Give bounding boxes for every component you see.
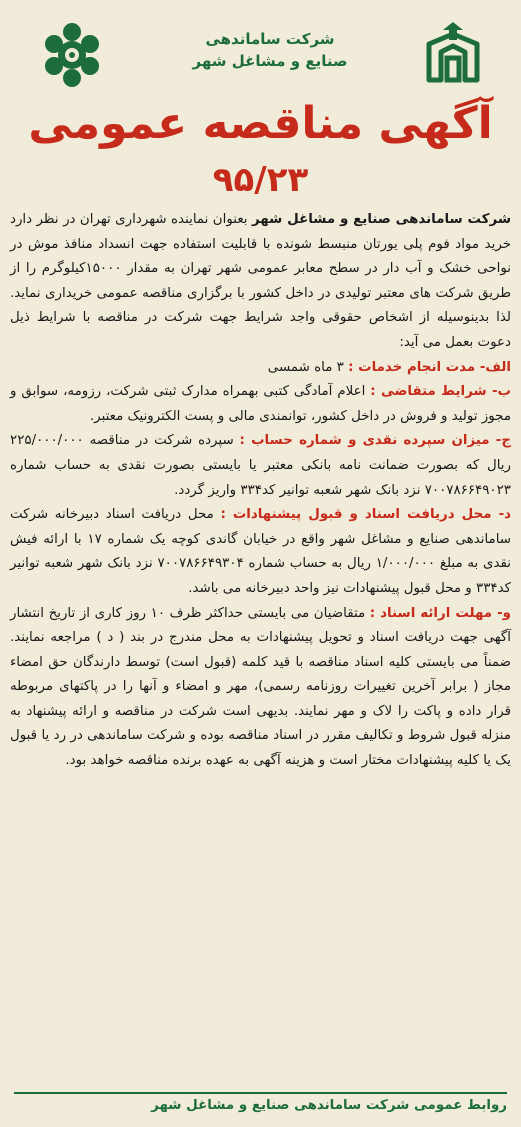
section-heading: ج- میزان سپرده نقدی و شماره حساب : <box>239 433 511 449</box>
public-relations-footer: روابط عمومی شرکت ساماندهی صنایع و مشاغل شهر <box>14 1092 507 1113</box>
company-name-line2: صنایع و مشاغل شهر <box>192 52 348 70</box>
section-deposit <box>10 429 511 503</box>
section-heading: و- مهلت ارائه اسناد : <box>369 605 511 621</box>
notice-body <box>10 208 511 774</box>
section-text: ۳ ماه شمسی <box>267 359 344 375</box>
tender-number: ۹۵/۲۳ <box>212 160 309 200</box>
section-heading: الف- مدت انجام خدمات : <box>348 359 511 375</box>
section-heading: ب- شرایط متقاضی : <box>370 384 511 400</box>
notice-title: آگهی مناقصه عمومی <box>28 98 493 149</box>
intro-paragraph <box>10 208 511 356</box>
section-text: متقاضیان می بایستی حداکثر ظرف ۱۰ روز کاری از تاریخ انتشار آگهی جهت دریافت اسناد و تحویل پیشنهادات به محل مندرج در بند ( د ) مراجعه نمایند. ضمناً می بایستی کلیه اسناد مناقصه با قید کلمه (قبول است) توسط دارندگان حق امضاء مجاز ( برابر آخرین تغییرات روزنامه رسمی)، مهر و امضاء و آنها را در پاکتهای مربوطه قرار داده و پاکت را لاک و مهر نمایند. بدیهی است شرکت در مناقصه و ارائه پیشنهاد به منزله قبول شروط و تکالیف مقرر در اسناد مناقصه بوده و شرکت ساماندهی در رد یا قبول یک یا کلیه پیشنهادات مختار است و هزینه آگهی به عهده برنده مناقصه خواهد بود. <box>10 605 511 769</box>
company-logo-icon <box>423 20 483 90</box>
section-documents-location <box>10 503 511 601</box>
section-heading: د- محل دریافت اسناد و قبول پیشنهادات : <box>220 507 511 523</box>
section-text: سپرده شرکت در مناقصه ۲۲۵/۰۰۰/۰۰۰ ریال که بصورت ضمانت نامه بانکی معتبر یا بایستی بصورت نقدی به حساب شماره ۷۰۰۷۸۶۶۴۹۰۲۳ نزد بانک شهر شعبه توانیر کد۳۳۴ واریز گردد. <box>10 433 511 498</box>
company-name <box>160 28 380 72</box>
tehran-municipality-emblem-icon <box>36 18 108 100</box>
section-applicant-conditions <box>10 380 511 429</box>
company-name-line1: شرکت ساماندهی <box>205 30 335 48</box>
section-deadline <box>10 602 511 774</box>
intro-text: بعنوان نماینده شهرداری تهران در نظر دارد خرید مواد فوم پلی یورتان منبسط شونده با قابلیت استفاده جهت انسداد منافذ موش در نواحی خشک و آب دار در سطح معابر عمومی شهر تهران به مقدار ۱۵۰۰۰کیلوگرم را از طریق شرکت های معتبر تولیدی در داخل کشور با برگزاری مناقصه عمومی خریداری نماید. لذا بدینوسیله از اشخاص حقوقی واجد شرایط جهت شرکت در مناقصه با شرایط ذیل دعوت بعمل می آید: <box>10 212 511 350</box>
intro-company: شرکت ساماندهی صنایع و مشاغل شهر <box>251 212 511 227</box>
section-text: اعلام آمادگی کتبی بهمراه مدارک ثبتی شرکت، رزومه، سوابق و مجوز تولید و فروش در داخل کشور، توانمندی مالی و پست الکترونیک معتبر. <box>10 384 511 424</box>
section-text: محل دریافت اسناد دبیرخانه شرکت ساماندهی صنایع و مشاغل شهر واقع در خیابان گاندی کوچه یک شماره ۱۷ با ارائه فیش نقدی به مبلغ ۱/۰۰۰/۰۰۰ ریال به حساب شماره ۷۰۰۷۸۶۶۴۹۳۰۴ نزد بانک شهر شعبه توانیر کد۳۳۴ و محل قبول پیشنهادات نیز واحد دبیرخانه می باشد. <box>10 507 512 596</box>
section-duration <box>10 356 511 381</box>
